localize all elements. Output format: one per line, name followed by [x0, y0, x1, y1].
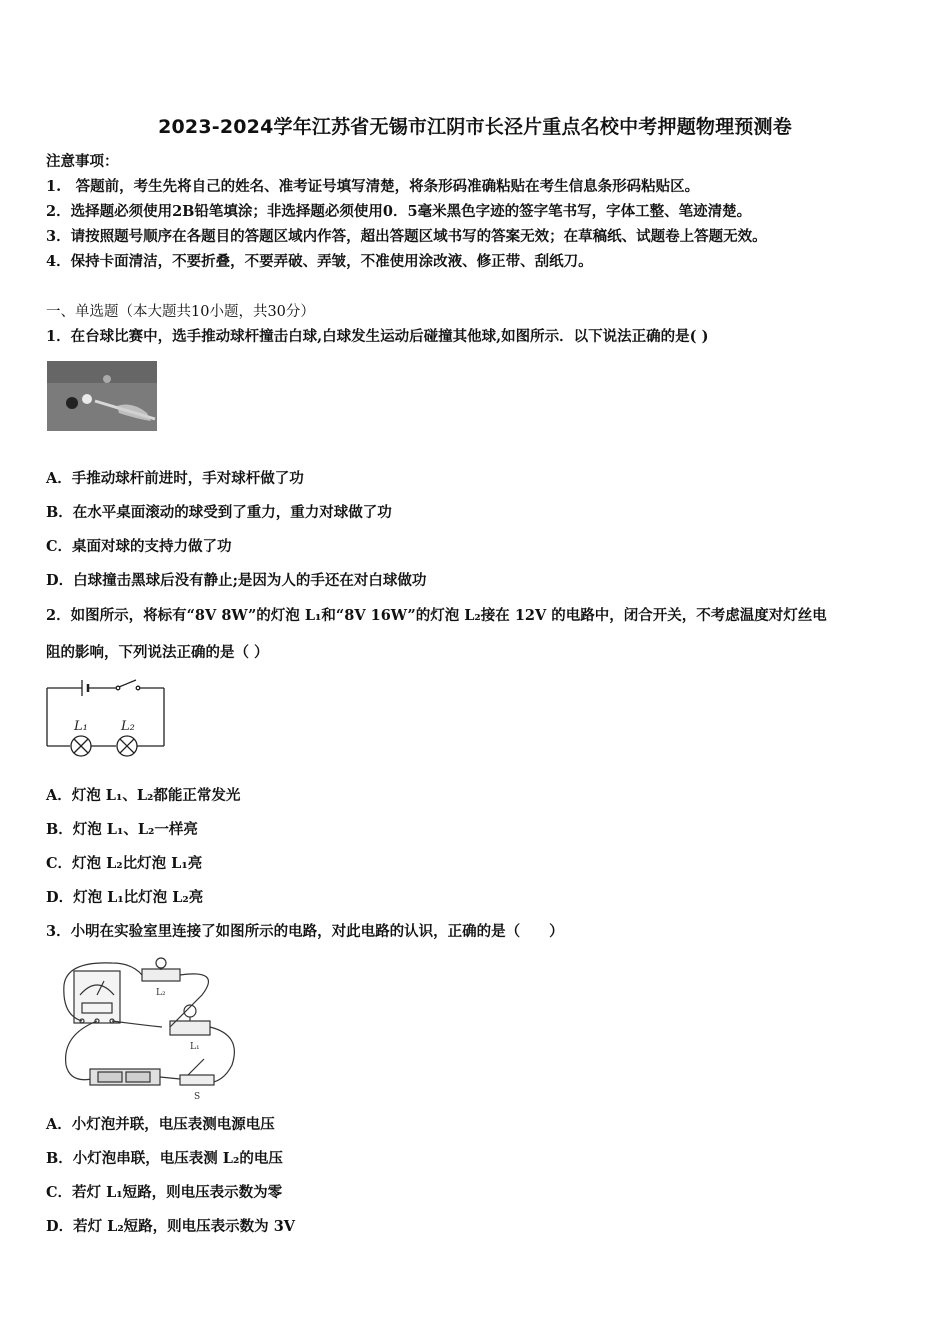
- q2-option-c: C．灯泡 L₂比灯泡 L₁亮: [46, 855, 203, 872]
- notice-item-3: 3．请按照题号顺序在各题目的答题区域内作答，超出答题区域书写的答案无效；在草稿纸、试题卷上答题无效。: [46, 228, 767, 245]
- notice-item-4: 4．保持卡面清洁，不要折叠，不要弄破、弄皱，不准使用涂改液、修正带、刮纸刀。: [46, 253, 593, 270]
- q2-option-b: B．灯泡 L₁、L₂一样亮: [46, 821, 198, 838]
- q2-option-d: D．灯泡 L₁比灯泡 L₂亮: [46, 889, 204, 906]
- q3-option-b: B．小灯泡串联，电压表测 L₂的电压: [46, 1150, 283, 1167]
- section-heading: 一、单选题（本大题共10小题，共30分）: [46, 304, 315, 320]
- q2-label-l1: L₁: [74, 719, 88, 734]
- q3-circuit-illustration: [52, 955, 244, 1103]
- q1-option-b: B．在水平桌面滚动的球受到了重力，重力对球做了功: [46, 504, 392, 521]
- q3-option-a: A．小灯泡并联，电压表测电源电压: [46, 1116, 275, 1133]
- q3-option-d: D．若灯 L₂短路，则电压表示数为 3V: [46, 1218, 296, 1235]
- q3-stem: 3．小明在实验室里连接了如图所示的电路，对此电路的认识，正确的是（ ）: [46, 923, 564, 940]
- q2-circuit-diagram: [44, 676, 170, 758]
- q1-stem: 1．在台球比赛中，选手推动球杆撞击白球,白球发生运动后碰撞其他球,如图所示．以下说法正确的是( ): [46, 328, 709, 345]
- billiards-illustration: [47, 361, 157, 431]
- q1-option-a: A．手推动球杆前进时，手对球杆做了功: [46, 470, 304, 487]
- q2-label-l2: L₂: [121, 719, 135, 734]
- q1-option-d: D．白球撞击黑球后没有静止;是因为人的手还在对白球做功: [46, 572, 427, 589]
- page-title: 2023-2024学年江苏省无锡市江阴市长泾片重点名校中考押题物理预测卷: [158, 116, 792, 138]
- q3-label-s: S: [194, 1092, 201, 1102]
- notice-item-2: 2．选择题必须使用2B铅笔填涂；非选择题必须使用0．5毫米黑色字迹的签字笔书写，字体工整、笔迹清楚。: [46, 203, 752, 220]
- q1-option-c: C．桌面对球的支持力做了功: [46, 538, 232, 555]
- q2-stem-line1: 2．如图所示，将标有“8V 8W”的灯泡 L₁和“8V 16W”的灯泡 L₂接在 12V 的电路中，闭合开关，不考虑温度对灯丝电: [46, 607, 827, 624]
- q2-stem-line2: 阻的影响，下列说法正确的是（ ）: [46, 644, 269, 661]
- q3-label-l2: L₂: [156, 988, 166, 998]
- q2-option-a: A．灯泡 L₁、L₂都能正常发光: [46, 787, 241, 804]
- notice-item-1: 1. 答题前，考生先将自己的姓名、准考证号填写清楚，将条形码准确粘贴在考生信息条形码粘贴区。: [46, 178, 700, 195]
- q3-option-c: C．若灯 L₁短路，则电压表示数为零: [46, 1184, 283, 1201]
- q3-label-l1: L₁: [190, 1042, 200, 1052]
- billiards-photo: [47, 361, 157, 431]
- notice-heading: 注意事项：: [46, 153, 119, 170]
